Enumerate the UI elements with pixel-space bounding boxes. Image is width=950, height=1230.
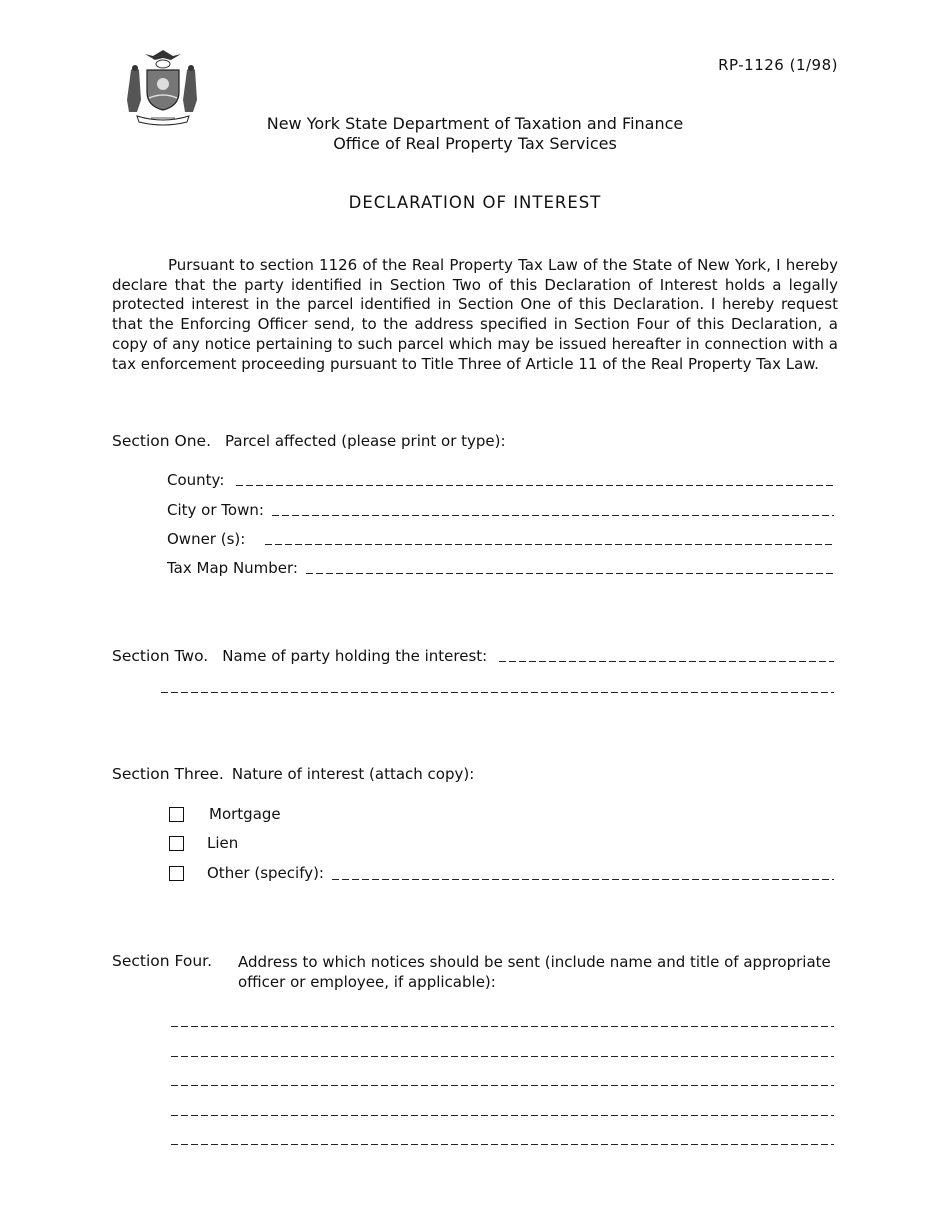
owner-input-line[interactable] <box>265 544 834 545</box>
county-field[interactable] <box>167 471 834 489</box>
tax-map-number-label: Tax Map Number: <box>167 559 298 577</box>
owner-field[interactable] <box>167 530 834 548</box>
mortgage-label: Mortgage <box>209 805 281 823</box>
section-three-heading-row <box>112 765 474 783</box>
section-one-heading: Section One. <box>112 432 212 450</box>
city-or-town-field[interactable] <box>167 501 834 519</box>
address-line-4[interactable] <box>171 1103 834 1119</box>
address-line-5[interactable] <box>171 1132 834 1148</box>
department-name: New York State Department of Taxation and Finance <box>266 114 684 133</box>
address-input-line[interactable] <box>171 1115 834 1116</box>
section-two-description: Name of party holding the interest: <box>222 647 488 665</box>
address-line-1[interactable] <box>171 1014 834 1030</box>
address-input-line[interactable] <box>171 1056 834 1057</box>
section-four-heading: Section Four. <box>112 952 213 970</box>
tax-map-number-field[interactable] <box>167 559 834 577</box>
agency-header <box>0 114 950 154</box>
party-name-continuation[interactable] <box>161 680 834 696</box>
party-name-input-line-2[interactable] <box>161 692 834 693</box>
section-three-description: Nature of interest (attach copy): <box>231 765 475 783</box>
tax-map-number-input-line[interactable] <box>306 573 834 574</box>
other-checkbox[interactable] <box>169 866 184 881</box>
address-input-line[interactable] <box>171 1085 834 1086</box>
lien-label: Lien <box>207 834 239 852</box>
section-one-heading-row <box>112 432 506 450</box>
address-line-3[interactable] <box>171 1073 834 1089</box>
other-label: Other (specify): <box>207 864 324 882</box>
form-code: RP-1126 (1/98) <box>718 56 838 74</box>
lien-checkbox[interactable] <box>169 836 184 851</box>
mortgage-checkbox[interactable] <box>169 807 184 822</box>
lien-option[interactable] <box>169 834 238 852</box>
document-title: DECLARATION OF INTEREST <box>348 193 602 212</box>
other-option[interactable] <box>169 864 834 882</box>
section-three-heading: Section Three. <box>112 765 224 783</box>
office-name: Office of Real Property Tax Services <box>333 134 617 153</box>
address-line-2[interactable] <box>171 1044 834 1060</box>
city-or-town-input-line[interactable] <box>272 515 834 516</box>
other-specify-input-line[interactable] <box>332 879 834 880</box>
address-input-line[interactable] <box>171 1026 834 1027</box>
section-two-heading: Section Two. <box>112 647 209 665</box>
county-input-line[interactable] <box>236 485 834 486</box>
section-four-description <box>238 952 842 992</box>
section-two-row <box>112 647 834 665</box>
section-four-description-line-2: officer or employee, if applicable): <box>238 973 496 991</box>
owner-label: Owner (s): <box>167 530 246 548</box>
address-input-line[interactable] <box>171 1144 834 1145</box>
party-name-input-line-1[interactable] <box>499 661 834 662</box>
section-one-description: Parcel affected (please print or type): <box>225 432 506 450</box>
declaration-paragraph: Pursuant to section 1126 of the Real Property Tax Law of the State of New York, I hereby declare that the party identified in Section Two of this Declaration of Interest holds a legally protected interest in the parcel identified in Section One of this Declaration. I hereby request that the Enforcing Officer send, to the address specified in Section Four of this Declaration, a copy of any notice pertaining to such parcel which may be issued hereafter in connection with a tax enforcement proceeding pursuant to Title Three of Article 11 of the Real Property Tax Law. <box>112 256 838 373</box>
section-four-description-line-1: Address to which notices should be sent (include name and title of appropriate <box>238 953 831 971</box>
county-label: County: <box>167 471 225 489</box>
city-or-town-label: City or Town: <box>167 501 264 519</box>
mortgage-option[interactable] <box>169 805 281 823</box>
